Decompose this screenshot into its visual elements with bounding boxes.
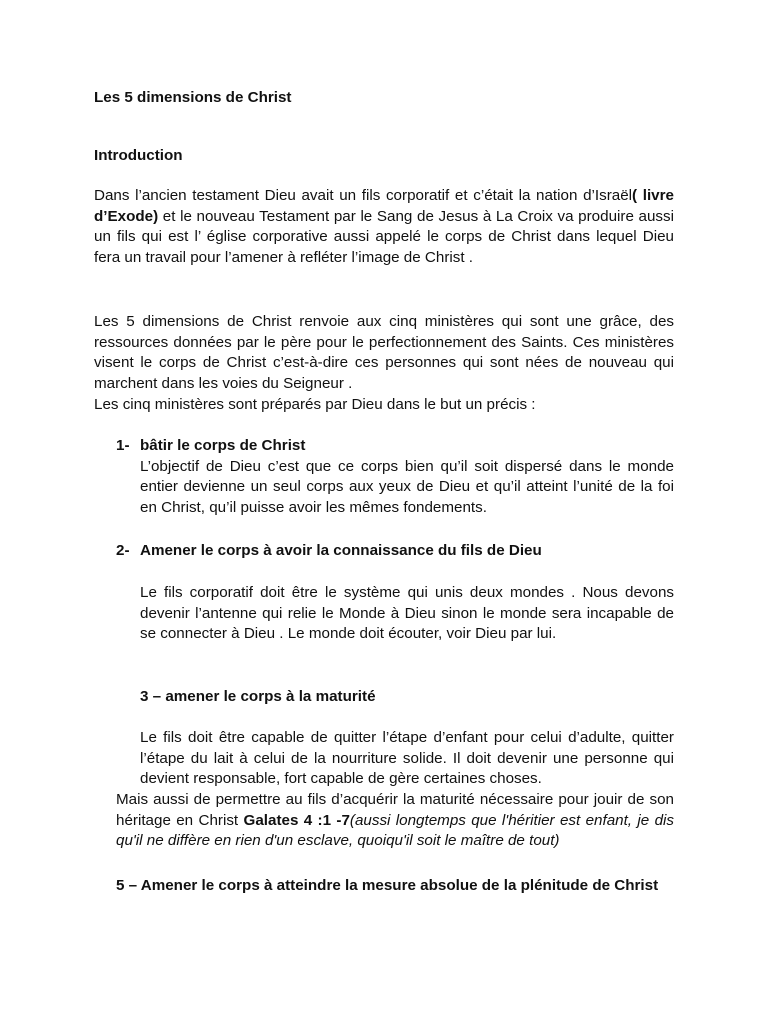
document-title: Les 5 dimensions de Christ: [94, 89, 292, 106]
intro-text: Dans l’ancien testament Dieu avait un fils corporatif et c’était la nation d’Israël: [94, 187, 633, 204]
list-item-2: [116, 541, 674, 562]
intro-heading: Introduction: [94, 147, 183, 164]
item5-heading: 5 – Amener le corps à atteindre la mesure absolue de la plénitude de Christ: [116, 877, 659, 894]
maturity-paragraph: [116, 790, 674, 852]
item1-text: L’objectif de Dieu c’est que ce corps bien qu’il soit dispersé dans le monde entier devienne un seul corps aux yeux de Dieu et qu’il atteint l’unité de la foi en Christ, qu’il puisse avoir les mêmes fondements.: [140, 457, 674, 516]
intro-text-rest: et le nouveau Testament par le Sang de Jesus à La Croix va produire aussi un fils qui est l’ église corporative aussi appelé le corps de Christ dans lequel Dieu fera un travail pour l’amener à refléter l’image de Christ .: [94, 207, 674, 266]
galates-quote: (aussi longtemps que l'héritier est enfant, je dis qu'il ne diffère en rien d'un esclave, quoiqu'il soit le maître de tout): [116, 811, 674, 850]
item2-number: 2-: [116, 542, 130, 559]
purpose-line: Les cinq ministères sont préparés par Dieu dans le but un précis :: [94, 396, 536, 413]
item1-heading: bâtir le corps de Christ: [140, 437, 306, 454]
item1-number: 1-: [116, 437, 130, 454]
intro-exodus-reference: ( livre d’Exode): [94, 187, 674, 225]
item3-heading: 3 – amener le corps à la maturité: [140, 688, 376, 705]
item2-text: Le fils corporatif doit être le système qui unis deux mondes . Nous devons devenir l’antenne qui relie le Monde à Dieu sinon le monde sera incapable de se connecter à Dieu . Le monde doit écouter, voir Dieu par lui.: [140, 584, 674, 643]
item3-text: Le fils doit être capable de quitter l’étape d’enfant pour celui d’adulte, quitter l’étape du lait à celui de la nourriture solide. Il doit devenir une personne qui devient responsable, fort capable de gère certaines choses.: [140, 729, 674, 788]
galates-reference: Galates 4 :1 -7: [243, 811, 350, 829]
dimensions-paragraph: Les 5 dimensions de Christ renvoie aux cinq ministères qui sont une grâce, des ressources données par le père pour le perfectionnement des Saints. Ces ministères visent le corps de Christ c’est-à-dire ces personnes qui sont nées de nouveau qui marchent dans les voies du Seigneur .: [94, 313, 674, 392]
list-item-1: [116, 436, 674, 518]
maturity-text: Mais aussi de permettre au fils d’acquérir la maturité nécessaire pour jouir de son héritage en Christ: [116, 791, 674, 829]
intro-paragraph: [94, 186, 674, 268]
item2-heading: Amener le corps à avoir la connaissance du fils de Dieu: [140, 542, 542, 559]
